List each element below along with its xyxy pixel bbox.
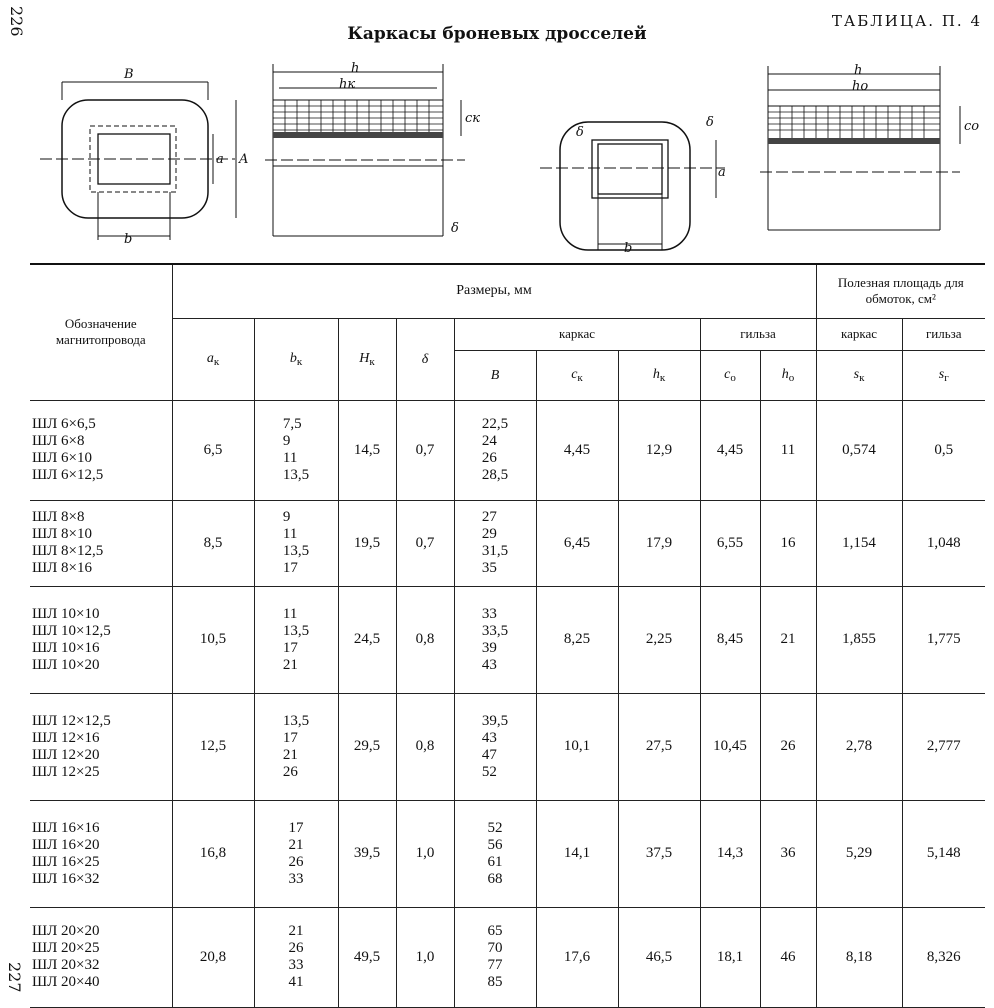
cell-bk-line: 21 <box>282 656 298 673</box>
cell-B-line: 65 <box>487 923 503 939</box>
cell-bk-line: 13,5 <box>282 622 310 639</box>
cell-bk-line: 7,5 <box>282 416 302 432</box>
cell-delta: 0,8 <box>396 693 454 800</box>
cell-bk-line: 33 <box>288 957 304 973</box>
cell-sk: 5,29 <box>816 800 902 907</box>
cell-sg: 2,777 <box>902 693 985 800</box>
cell-ho: 21 <box>760 586 816 693</box>
header-Hk: $H_к$ <box>338 318 396 400</box>
header-useful-area: Полезная площадь для обмоток, см² <box>816 264 985 318</box>
cell-ak: 20,8 <box>172 907 254 1007</box>
cell-B-line: 77 <box>487 957 503 973</box>
cell-sg: 5,148 <box>902 800 985 907</box>
header-designation: Обозначение магнитопровода <box>30 264 172 400</box>
table-label: ТАБЛИЦА. П. 4 <box>831 12 982 30</box>
header-sg: $s_г$ <box>902 350 985 400</box>
frame-side-diagram <box>265 60 485 254</box>
cell-ho: 46 <box>760 907 816 1007</box>
table-row <box>30 500 985 586</box>
cell-B-line: 61 <box>487 853 503 870</box>
cell-co: 6,55 <box>700 500 760 586</box>
cell-designation-line: ШЛ 8×16 <box>32 560 93 576</box>
cell-ak: 16,8 <box>172 800 254 907</box>
cell-B-line: 33 <box>481 605 497 622</box>
cell-bk-line: 11 <box>282 450 298 466</box>
cell-Hk: 19,5 <box>338 500 396 586</box>
cell-ak: 8,5 <box>172 500 254 586</box>
cell-B-line: 28,5 <box>481 467 509 483</box>
cell-B <box>454 907 536 1007</box>
cell-B-line: 52 <box>487 819 503 836</box>
cell-designation-line: ШЛ 16×25 <box>32 853 100 870</box>
cell-Hk: 49,5 <box>338 907 396 1007</box>
label-ck: cк <box>465 111 481 126</box>
cell-B <box>454 500 536 586</box>
label-delta2: δ <box>706 115 714 130</box>
cell-Hk: 14,5 <box>338 400 396 500</box>
header-ak: $a_к$ <box>172 318 254 400</box>
cell-designation-line: ШЛ 10×20 <box>32 656 100 673</box>
header-sizes: Размеры, мм <box>172 264 816 318</box>
cell-designation-line: ШЛ 10×16 <box>32 639 100 656</box>
cell-bk <box>254 500 338 586</box>
cell-ck: 14,1 <box>536 800 618 907</box>
cell-delta: 0,8 <box>396 586 454 693</box>
cell-Hk: 24,5 <box>338 586 396 693</box>
cell-ho: 36 <box>760 800 816 907</box>
cell-co: 10,45 <box>700 693 760 800</box>
cell-sk: 8,18 <box>816 907 902 1007</box>
cell-co: 4,45 <box>700 400 760 500</box>
label-a: a <box>216 152 224 167</box>
cell-designation <box>30 693 172 800</box>
cell-delta: 1,0 <box>396 800 454 907</box>
label-ho: ho <box>852 79 869 94</box>
cell-sk: 1,154 <box>816 500 902 586</box>
cell-sg: 0,5 <box>902 400 985 500</box>
cell-delta: 0,7 <box>396 400 454 500</box>
cell-bk-line: 41 <box>288 974 304 990</box>
cell-B-line: 39 <box>481 639 497 656</box>
cell-bk <box>254 400 338 500</box>
cell-B-line: 31,5 <box>481 543 509 559</box>
header-useful-sleeve: гильза <box>902 318 985 350</box>
cell-delta: 1,0 <box>396 907 454 1007</box>
cell-bk-line: 13,5 <box>282 712 310 729</box>
label-delta3: δ <box>576 125 584 140</box>
cell-B-line: 70 <box>487 940 503 956</box>
cell-bk-line: 26 <box>288 940 304 956</box>
header-delta: δ <box>396 318 454 400</box>
cell-B-line: 35 <box>481 560 497 576</box>
cell-sk: 2,78 <box>816 693 902 800</box>
cell-ck: 4,45 <box>536 400 618 500</box>
cell-ho: 16 <box>760 500 816 586</box>
cell-B <box>454 693 536 800</box>
cell-hk: 46,5 <box>618 907 700 1007</box>
cell-sg: 1,048 <box>902 500 985 586</box>
cell-sg: 1,775 <box>902 586 985 693</box>
cell-B-line: 47 <box>481 746 497 763</box>
cell-designation-line: ШЛ 8×12,5 <box>32 543 104 559</box>
cell-ak: 10,5 <box>172 586 254 693</box>
cell-bk-line: 9 <box>282 433 291 449</box>
cell-ck: 6,45 <box>536 500 618 586</box>
cell-designation-line: ШЛ 12×25 <box>32 763 100 780</box>
cell-designation-line: ШЛ 12×20 <box>32 746 100 763</box>
label-a2: a <box>718 165 726 180</box>
table-row <box>30 907 985 1007</box>
cell-bk-line: 26 <box>282 763 298 780</box>
label-co: co <box>964 119 980 134</box>
cell-B-line: 52 <box>481 763 497 780</box>
cell-hk: 2,25 <box>618 586 700 693</box>
cell-designation-line: ШЛ 16×32 <box>32 870 100 887</box>
cell-B-line: 68 <box>487 870 503 887</box>
header-frame: каркас <box>454 318 700 350</box>
cell-designation-line: ШЛ 10×10 <box>32 605 100 622</box>
label-b2: b <box>624 241 633 256</box>
cell-bk-line: 13,5 <box>282 467 310 483</box>
cell-designation-line: ШЛ 10×12,5 <box>32 622 111 639</box>
label-B: B <box>124 67 134 82</box>
sleeve-front-diagram <box>540 60 740 264</box>
cell-B-line: 24 <box>481 433 497 449</box>
cell-designation-line: ШЛ 20×20 <box>32 923 100 939</box>
cell-designation <box>30 586 172 693</box>
cell-ak: 12,5 <box>172 693 254 800</box>
cell-bk-line: 17 <box>282 729 298 746</box>
header-sleeve: гильза <box>700 318 816 350</box>
cell-designation-line: ШЛ 8×8 <box>32 509 85 525</box>
cell-designation <box>30 400 172 500</box>
cell-bk-line: 17 <box>282 560 298 576</box>
cell-bk-line: 21 <box>288 923 304 939</box>
header-hk: $h_к$ <box>618 350 700 400</box>
cell-designation-line: ШЛ 6×10 <box>32 450 93 466</box>
cell-co: 8,45 <box>700 586 760 693</box>
label-hk: hк <box>339 77 356 92</box>
cell-sk: 0,574 <box>816 400 902 500</box>
cell-designation-line: ШЛ 20×25 <box>32 940 100 956</box>
cell-B-line: 26 <box>481 450 497 466</box>
cell-bk-line: 9 <box>282 509 291 525</box>
table-row <box>30 400 985 500</box>
cell-B <box>454 400 536 500</box>
sleeve-side-diagram <box>760 60 980 254</box>
cell-designation-line: ШЛ 8×10 <box>32 526 93 542</box>
table-row <box>30 800 985 907</box>
cell-bk-line: 17 <box>282 639 298 656</box>
header-co: $c_о$ <box>700 350 760 400</box>
cell-delta: 0,7 <box>396 500 454 586</box>
cell-hk: 12,9 <box>618 400 700 500</box>
cell-bk <box>254 907 338 1007</box>
cell-designation-line: ШЛ 6×12,5 <box>32 467 104 483</box>
page-number-bottom: 227 <box>5 962 24 993</box>
cell-B-line: 43 <box>481 656 497 673</box>
header-useful-frame: каркас <box>816 318 902 350</box>
cell-designation-line: ШЛ 16×20 <box>32 836 100 853</box>
cell-designation-line: ШЛ 16×16 <box>32 819 100 836</box>
cell-bk-line: 11 <box>282 605 298 622</box>
cell-ck: 8,25 <box>536 586 618 693</box>
cell-bk <box>254 800 338 907</box>
cell-sk: 1,855 <box>816 586 902 693</box>
cell-co: 18,1 <box>700 907 760 1007</box>
cell-bk-line: 17 <box>288 819 304 836</box>
label-A: A <box>239 152 249 167</box>
cell-designation <box>30 500 172 586</box>
header-bk: $b_к$ <box>254 318 338 400</box>
cell-ck: 17,6 <box>536 907 618 1007</box>
cell-B-line: 43 <box>481 729 497 746</box>
cell-designation-line: ШЛ 6×8 <box>32 433 85 449</box>
cell-designation-line: ШЛ 20×40 <box>32 974 100 990</box>
page-title: Каркасы броневых дросселей <box>347 24 647 44</box>
page-number-top: 226 <box>7 6 26 37</box>
cell-B-line: 85 <box>487 974 503 990</box>
cell-bk-line: 21 <box>282 746 298 763</box>
header-ck: $c_к$ <box>536 350 618 400</box>
cell-bk-line: 33 <box>288 870 304 887</box>
table-row <box>30 693 985 800</box>
cell-ho: 11 <box>760 400 816 500</box>
label-h: h <box>351 61 360 76</box>
cell-bk <box>254 586 338 693</box>
cell-sg: 8,326 <box>902 907 985 1007</box>
header-ho: $h_о$ <box>760 350 816 400</box>
header-B: B <box>454 350 536 400</box>
cell-hk: 27,5 <box>618 693 700 800</box>
cell-ak: 6,5 <box>172 400 254 500</box>
cell-ck: 10,1 <box>536 693 618 800</box>
frame-front-diagram <box>40 60 260 254</box>
cell-B-line: 33,5 <box>481 622 509 639</box>
cell-hk: 17,9 <box>618 500 700 586</box>
cell-designation-line: ШЛ 6×6,5 <box>32 416 96 432</box>
header-sk: $s_к$ <box>816 350 902 400</box>
label-h2: h <box>854 63 863 78</box>
frames-table <box>30 263 985 1008</box>
cell-Hk: 29,5 <box>338 693 396 800</box>
cell-hk: 37,5 <box>618 800 700 907</box>
cell-B-line: 56 <box>487 836 503 853</box>
cell-B-line: 39,5 <box>481 712 509 729</box>
table-row <box>30 586 985 693</box>
cell-Hk: 39,5 <box>338 800 396 907</box>
cell-ho: 26 <box>760 693 816 800</box>
cell-designation <box>30 907 172 1007</box>
cell-B-line: 22,5 <box>481 416 509 432</box>
cell-designation-line: ШЛ 20×32 <box>32 957 100 973</box>
cell-designation-line: ШЛ 12×16 <box>32 729 100 746</box>
cell-B-line: 29 <box>481 526 497 542</box>
cell-B-line: 27 <box>481 509 497 525</box>
label-delta: δ <box>451 221 459 236</box>
cell-designation-line: ШЛ 12×12,5 <box>32 712 111 729</box>
cell-designation <box>30 800 172 907</box>
cell-bk-line: 13,5 <box>282 543 310 559</box>
cell-B <box>454 800 536 907</box>
cell-bk-line: 21 <box>288 836 304 853</box>
cell-bk-line: 26 <box>288 853 304 870</box>
cell-bk-line: 11 <box>282 526 298 542</box>
label-b: b <box>124 232 133 247</box>
cell-co: 14,3 <box>700 800 760 907</box>
cell-bk <box>254 693 338 800</box>
cell-B <box>454 586 536 693</box>
